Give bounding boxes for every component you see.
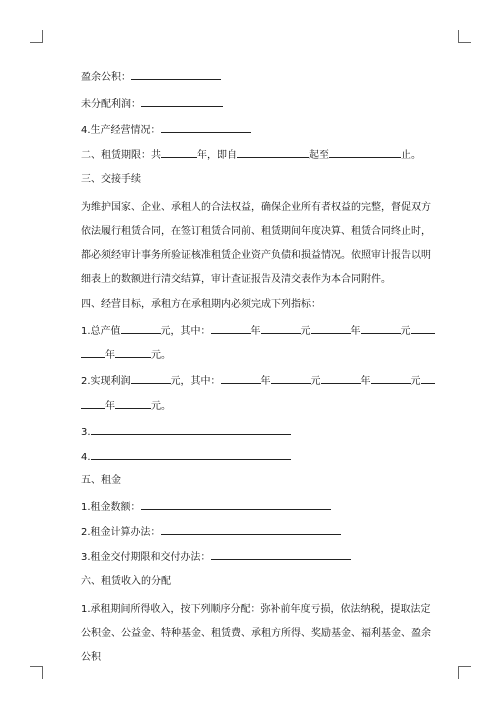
undistributed-profit-label: 未分配利润： — [81, 99, 141, 110]
profit-label: 2.实现利润 — [81, 376, 131, 387]
rent-heading: 五、租金 — [81, 475, 121, 486]
target-3-label: 3. — [81, 427, 91, 438]
yuan-label: 元 — [310, 376, 321, 387]
target-4-line — [81, 449, 291, 464]
lease-end-blank[interactable] — [329, 147, 401, 158]
profit-value2-blank[interactable] — [371, 373, 411, 384]
total-output-year1-blank[interactable] — [211, 323, 251, 334]
yuan-end-label: 元。 — [151, 350, 171, 361]
profit-line-cont — [81, 398, 171, 413]
surplus-reserve-line — [81, 69, 221, 84]
lease-term-label: 二、租赁期限：共 — [81, 150, 161, 161]
total-output-value2-blank[interactable] — [361, 323, 401, 334]
year-label: 年 — [105, 350, 115, 361]
profit-value3-blank[interactable] — [115, 398, 151, 409]
lease-term-to-label: 起至 — [309, 150, 329, 161]
rent-payment-blank[interactable] — [211, 549, 351, 560]
total-output-unit: 元，其中： — [160, 326, 211, 337]
yuan-label: 元 — [410, 376, 421, 387]
total-output-year3-blank[interactable] — [411, 323, 435, 334]
total-output-year2-blank[interactable] — [311, 323, 351, 334]
rent-amount-label: 1.租金数额： — [81, 502, 141, 513]
crop-mark-bottom-left — [30, 666, 43, 679]
lease-term-end-label: 止。 — [401, 150, 421, 161]
rent-payment-line — [81, 549, 351, 564]
surplus-reserve-label: 盈余公积： — [81, 72, 131, 83]
lease-years-blank[interactable] — [161, 147, 197, 158]
rent-calc-blank[interactable] — [161, 524, 341, 535]
total-output-year3-cont-blank[interactable] — [81, 347, 105, 358]
total-output-label: 1.总产值 — [81, 326, 121, 337]
target-4-blank[interactable] — [91, 449, 291, 460]
target-3-line — [81, 424, 291, 439]
rent-amount-line — [81, 499, 331, 514]
total-output-line-cont — [81, 347, 171, 362]
undistributed-profit-blank[interactable] — [141, 96, 223, 107]
profit-value1-blank[interactable] — [271, 373, 311, 384]
total-output-blank[interactable] — [121, 323, 161, 334]
production-status-line — [81, 122, 251, 137]
year-label: 年 — [250, 326, 261, 337]
year-label: 年 — [105, 401, 115, 412]
total-output-value3-blank[interactable] — [115, 347, 151, 358]
profit-blank[interactable] — [131, 373, 171, 384]
yuan-end-label: 元。 — [151, 401, 171, 412]
income-distribution-heading: 六、租赁收入的分配 — [81, 576, 171, 587]
surplus-reserve-blank[interactable] — [131, 69, 221, 80]
lease-term-from-label: 年，即自 — [197, 150, 237, 161]
profit-year1-blank[interactable] — [221, 373, 261, 384]
profit-unit: 元，其中： — [170, 376, 221, 387]
year-label: 年 — [360, 376, 371, 387]
profit-year3-cont-blank[interactable] — [81, 398, 105, 409]
lease-term-line — [81, 147, 421, 162]
yuan-label: 元 — [300, 326, 311, 337]
crop-mark-top-right — [458, 30, 471, 43]
year-label: 年 — [260, 376, 271, 387]
yuan-label: 元 — [400, 326, 411, 337]
target-3-blank[interactable] — [91, 424, 291, 435]
profit-line — [81, 373, 435, 388]
undistributed-profit-line — [81, 96, 223, 111]
income-distribution-paragraph: 1.承租期间所得收入，按下列顺序分配：弥补前年度亏损，依法纳税，提取法定公积金、公益金、特种基金、租赁费、承租方所得、奖励基金、福利基金、盈余公积 — [81, 604, 431, 663]
crop-mark-bottom-right — [458, 666, 471, 679]
business-targets-heading: 四、经营目标，承租方在承租期内必须完成下列指标： — [81, 299, 321, 310]
profit-year2-blank[interactable] — [321, 373, 361, 384]
handover-heading: 三、交接手续 — [81, 174, 141, 185]
handover-paragraph: 为维护国家、企业、承租人的合法权益，确保企业所有者权益的完整，督促双方依法履行租赁合同，在签订租赁合同前、租赁期间年度决算、租赁合同终止时，都必须经审计事务所验证核准租赁企业资产负债和损益情况。依照审计报告以明细表上的数额进行清交结算，审计查证报告及清交表作为本合同附件。 — [81, 202, 431, 285]
target-4-label: 4. — [81, 452, 91, 463]
total-output-line — [81, 323, 435, 338]
profit-year3-blank[interactable] — [421, 373, 435, 384]
rent-calc-line — [81, 524, 341, 539]
lease-start-blank[interactable] — [237, 147, 309, 158]
year-label: 年 — [350, 326, 361, 337]
production-status-blank[interactable] — [161, 122, 251, 133]
crop-mark-top-left — [30, 30, 43, 43]
rent-amount-blank[interactable] — [141, 499, 331, 510]
production-status-label: 4.生产经营情况： — [81, 125, 161, 136]
rent-calc-label: 2.租金计算办法： — [81, 527, 161, 538]
total-output-value1-blank[interactable] — [261, 323, 301, 334]
rent-payment-label: 3.租金交付期限和交付办法： — [81, 552, 211, 563]
